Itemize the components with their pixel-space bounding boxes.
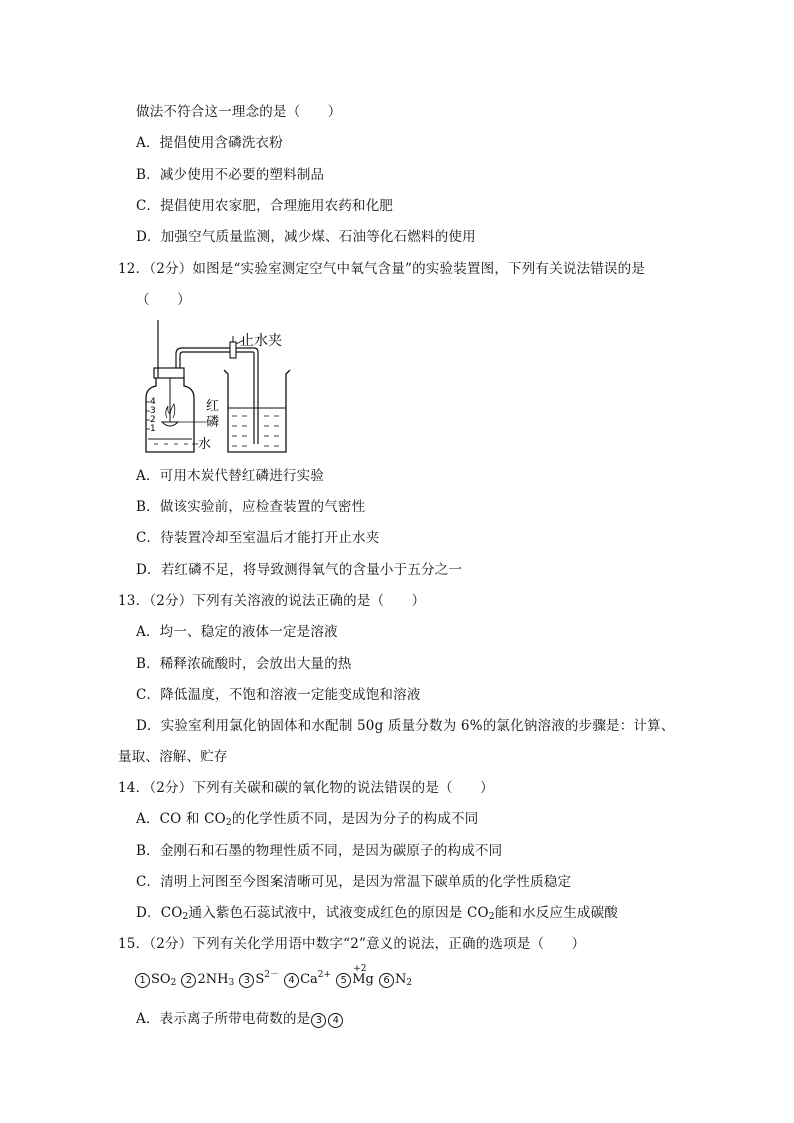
q11-stem-tail: 做法不符合这一理念的是（ ） xyxy=(136,104,342,120)
scale-mark-3: 3 xyxy=(150,406,156,416)
q14-option-c: C．清明上河图至今图案清晰可见，是因为常温下碳单质的化学性质稳定 xyxy=(136,874,572,890)
water-label: 水 xyxy=(198,437,212,452)
q13-option-b: B．稀释浓硫酸时，会放出大量的热 xyxy=(136,656,352,672)
q13-option-a: A．均一、稳定的液体一定是溶液 xyxy=(136,624,338,640)
beaker xyxy=(224,370,290,452)
q13-option-d-line2: 量取、溶解、贮存 xyxy=(118,749,228,765)
q15-formula-list: 1 $SO_2$ 2 $2NH_3$ 3 $S^{2-}$ 4 $Ca^{2+}$ 5 +2 Mg 6 $N_2$ xyxy=(134,966,412,992)
q15-stem: 15．（2分）下列有关化学用语中数字“2”意义的说法，正确的选项是（ ） xyxy=(118,936,586,952)
q14-option-a: A．CO 和 $CO_2$的化学性质不同，是因为分子的构成不同 xyxy=(136,811,479,828)
q13-option-d-line1: D．实验室利用氯化钠固体和水配制 50g 质量分数为 6%的氯化钠溶液的步骤是：计算、 xyxy=(136,718,675,734)
q12-option-d: D．若红磷不足，将导致测得氧气的含量小于五分之一 xyxy=(136,562,463,578)
q14-option-b: B．金刚石和石墨的物理性质不同，是因为碳原子的构成不同 xyxy=(136,843,503,859)
q13-option-c: C．降低温度，不饱和溶液一定能变成饱和溶液 xyxy=(136,687,421,703)
q13-stem: 13．（2分）下列有关溶液的说法正确的是（ ） xyxy=(118,593,426,609)
phosphorus-label-2: 磷 xyxy=(206,415,220,430)
q12-answer-paren: （ ） xyxy=(136,292,191,308)
scale-mark-1: 1 xyxy=(150,424,156,434)
q15-option-a: A．表示离子所带电荷数的是 3 4 xyxy=(136,1010,344,1028)
q11-option-d: D．加强空气质量监测，减少煤、石油等化石燃料的使用 xyxy=(136,229,476,245)
q12-option-b: B．做该实验前，应检查装置的气密性 xyxy=(136,499,366,515)
combustion-spoon xyxy=(162,422,178,426)
q14-stem: 14．（2分）下列有关碳和碳的氧化物的说法错误的是（ ） xyxy=(118,780,494,796)
q12-stem: 12．（2分）如图是“实验室测定空气中氧气含量”的实验装置图，下列有关说法错误的是 xyxy=(118,261,646,277)
experiment-apparatus-diagram xyxy=(140,318,300,458)
clamp-label: 止水夹 xyxy=(240,333,282,349)
q12-option-a: A．可用木炭代替红磷进行实验 xyxy=(136,468,325,484)
q14-option-d: D．$CO_2$通入紫色石蕊试液中，试液变成红色的原因是 $CO_2$能和水反应生成碳酸 xyxy=(136,905,619,922)
q11-option-a: A．提倡使用含磷洗衣粉 xyxy=(136,135,283,151)
scale-mark-2: 2 xyxy=(150,415,156,425)
q11-option-b: B．减少使用不必要的塑料制品 xyxy=(136,167,325,183)
scale-mark-4: 4 xyxy=(150,397,156,407)
q11-option-c: C．提倡使用农家肥，合理施用农药和化肥 xyxy=(136,198,394,214)
stop-clamp-icon xyxy=(230,342,236,358)
phosphorus-label-1: 红 xyxy=(206,399,220,414)
q12-option-c: C．待装置冷却至室温后才能打开止水夹 xyxy=(136,530,380,546)
